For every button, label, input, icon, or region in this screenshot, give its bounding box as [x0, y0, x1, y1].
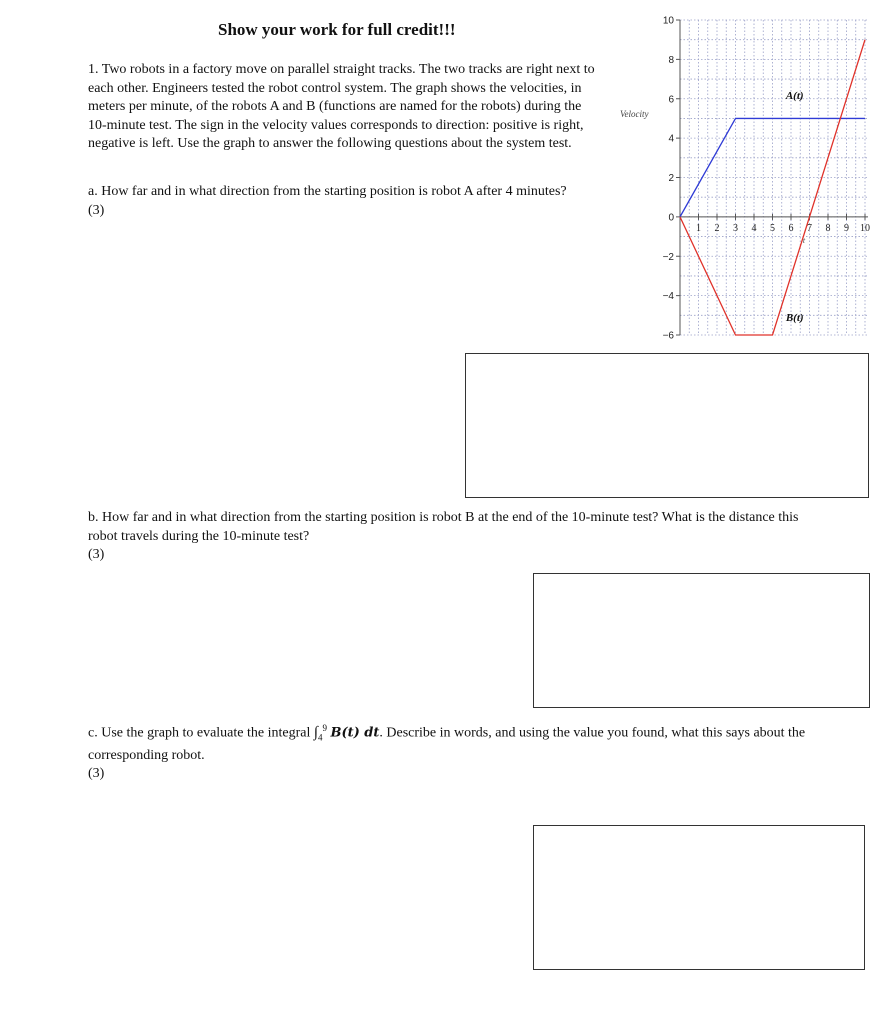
- series-label-a: A(t): [785, 89, 804, 102]
- x-tick-label: 1: [696, 222, 701, 234]
- integrand: B(t) dt: [330, 725, 380, 741]
- x-axis-label: t: [802, 235, 806, 245]
- y-tick-label: 10: [662, 15, 674, 27]
- question-b-points: (3): [88, 547, 105, 562]
- x-tick-label: 3: [733, 222, 738, 234]
- y-tick-label: 6: [668, 94, 674, 106]
- integral-lower-limit: 4: [317, 732, 323, 743]
- question-a-text: a. How far and in what direction from the starting position is robot A after 4 minutes?: [88, 184, 567, 199]
- x-tick-label: 5: [770, 222, 775, 234]
- question-c-text: [88, 719, 848, 765]
- x-tick-label: 8: [825, 222, 831, 234]
- integral-upper-limit: 9: [322, 723, 327, 733]
- x-tick-label: 4: [751, 222, 757, 234]
- y-tick-label: 4: [668, 133, 674, 145]
- problem-intro: 1. Two robots in a factory move on parallel straight tracks. The two tracks are right next to each other. Engineers tested the robot control system. The graph shows the velocities, in meters per minute, of the robots A and B (functions are named for the robots) during the 10-minute test. The sign in the velocity values corresponds to direction: positive is right, negative is left. Use the graph to answer the following questions about the system test.: [88, 62, 595, 151]
- y-tick-label: 8: [668, 54, 674, 66]
- y-tick-label: −2: [662, 251, 674, 263]
- y-tick-label: −4: [662, 291, 674, 303]
- x-tick-label: 2: [714, 222, 720, 234]
- x-tick-label: 6: [788, 222, 794, 234]
- y-tick-label: 2: [668, 173, 674, 184]
- question-b-text: b. How far and in what direction from the starting position is robot B at the end of the 10-minute test? What is the distance this robot travels during the 10-minute test?: [88, 510, 799, 544]
- question-a: [88, 183, 618, 220]
- answer-box-a[interactable]: [465, 353, 869, 498]
- answer-box-b[interactable]: [533, 573, 870, 708]
- question-c-points: (3): [88, 766, 105, 782]
- x-tick-label: 10: [860, 222, 870, 234]
- question-a-points: (3): [88, 202, 105, 218]
- velocity-graph: [600, 0, 889, 345]
- answer-box-c[interactable]: [533, 825, 865, 970]
- integral-sign: ∫: [313, 724, 318, 741]
- question-b: [88, 509, 808, 565]
- series-label-b: B(t): [785, 312, 804, 325]
- question-c: [88, 719, 848, 784]
- page-heading: Show your work for full credit!!!: [218, 20, 456, 39]
- x-tick-label: 7: [807, 222, 812, 234]
- x-tick-label: 9: [844, 222, 849, 234]
- y-axis-label: Velocity: [620, 109, 649, 119]
- question-c-tail: . Describe in words, and using the value you found, what this says about the corresponding robot.: [88, 725, 806, 763]
- question-c-lead: c. Use the graph to evaluate the integral: [88, 725, 311, 741]
- y-tick-label: −6: [662, 330, 674, 342]
- y-tick-label: 0: [668, 212, 674, 224]
